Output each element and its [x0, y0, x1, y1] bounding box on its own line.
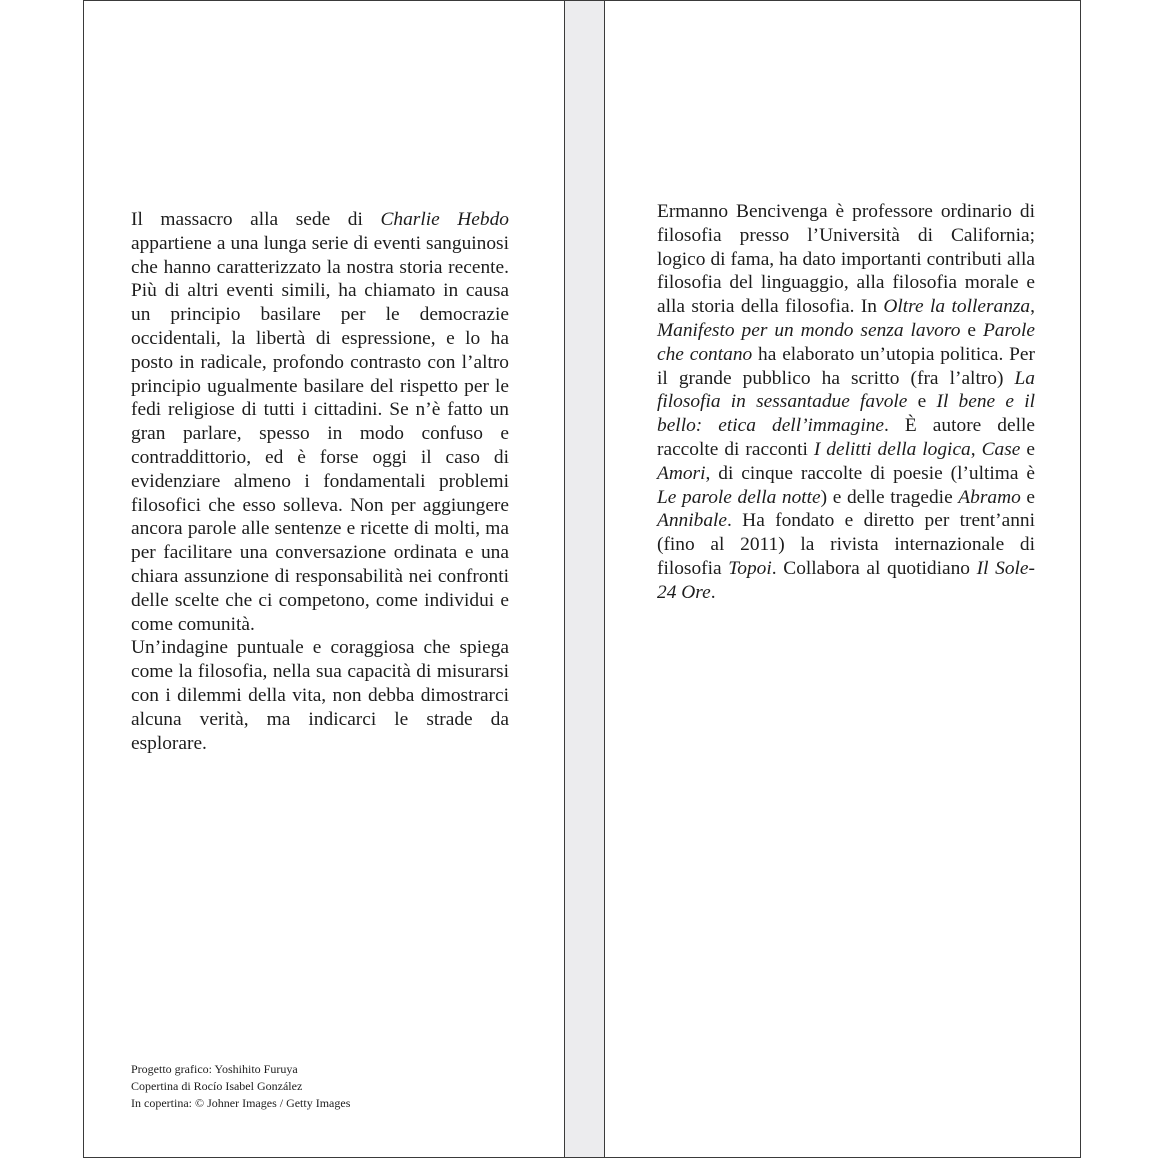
text-run: e [960, 319, 983, 341]
text-run: e [1020, 438, 1035, 460]
author-bio [657, 200, 1035, 605]
text-run: Il massacro alla sede di [131, 209, 381, 230]
text-run: , [970, 438, 982, 460]
credits-block [131, 1061, 350, 1112]
synopsis-paragraph-1 [131, 208, 509, 636]
text-run: ) e delle tragedie [820, 486, 959, 508]
text-run: ha elaborato un’utopia politica. Per il grande pubblico ha scritto (fra l’altro) [657, 343, 1035, 389]
italic-title: Abramo [958, 486, 1021, 508]
italic-title: Parole che contano [657, 319, 1035, 365]
text-run: , di cinque raccolte di poesie (l’ultima è [705, 462, 1035, 484]
synopsis-paragraph-2: Un’indagine puntuale e coraggiosa che spiega come la filosofia, nella sua capacità di misurarsi con i dilemmi della vita, non debba dimostrarci alcuna verità, ma indicarci le strade da esplorare. [131, 637, 509, 754]
italic-title: Annibale [657, 510, 728, 532]
spine-strip [564, 0, 605, 1158]
text-run: appartiene a una lunga serie di eventi sanguinosi che hanno caratterizzato la nostra storia recente. Più di altri eventi simili, ha chiamato in causa un principio basilare per le democrazie occidentali, la libertà di espressione, e lo ha posto in radicale, profondo contrasto con l’altro principio ugualmente basilare del rispetto per le fedi religiose di tutti i cittadini. Se n’è fatto un gran parlare, spesso in modo confuso e contraddittorio, ed è forse oggi il caso di evidenziare almeno i fondamentali problemi filosofici che esso solleva. Non per aggiungere ancora parole alle sentenze e ricette di molti, ma per facilitare una conversazione ordinata e una chiara assunzione di responsabilità nei confronti delle scelte che ci competono, come individui e come comunità. [131, 232, 509, 635]
italic-title: Le parole della notte [657, 486, 821, 508]
text-run: . Collabora al quotidiano [771, 557, 977, 579]
text-run: . [710, 581, 716, 603]
credit-cover: Copertina di Rocío Isabel González [131, 1079, 303, 1093]
credit-design: Progetto grafico: Yoshihito Furuya [131, 1062, 298, 1076]
text-run: . È autore delle raccolte di racconti [657, 415, 1035, 460]
italic-title: Topoi [728, 557, 772, 579]
italic-title: Il Sole-24 Ore [657, 557, 1036, 603]
italic-title: Case [981, 438, 1021, 460]
italic-title: Manifesto per un mondo senza lavoro [657, 319, 961, 341]
italic-title: Oltre la tolleranza [883, 296, 1031, 318]
italic-title: Amori [657, 462, 706, 484]
italic-title: Il bene e il bello: etica dell’immagine [657, 391, 1035, 437]
author-bio-paragraph [657, 200, 1035, 605]
italic-title: I delitti della logica [813, 438, 971, 460]
text-run: , [1030, 296, 1035, 318]
italic-title: La filosofia in sessantadue favole [657, 367, 1035, 413]
italic-title: Charlie Hebdo [380, 209, 509, 230]
text-run: . Ha fondato e diretto per trent’anni (fino al 2011) la rivista internazionale di filosofia [657, 510, 1035, 579]
text-run: Ermanno Bencivenga è professore ordinario di filosofia presso l’Università di California; logico di fama, ha dato importanti contributi alla filosofia del linguaggio, alla filosofia morale e alla storia della filosofia. In [657, 201, 1035, 318]
text-run: e [1020, 486, 1035, 508]
credit-cover-image: In copertina: © Johner Images / Getty Images [131, 1096, 351, 1110]
text-run: e [907, 391, 937, 413]
synopsis-text [131, 208, 509, 755]
